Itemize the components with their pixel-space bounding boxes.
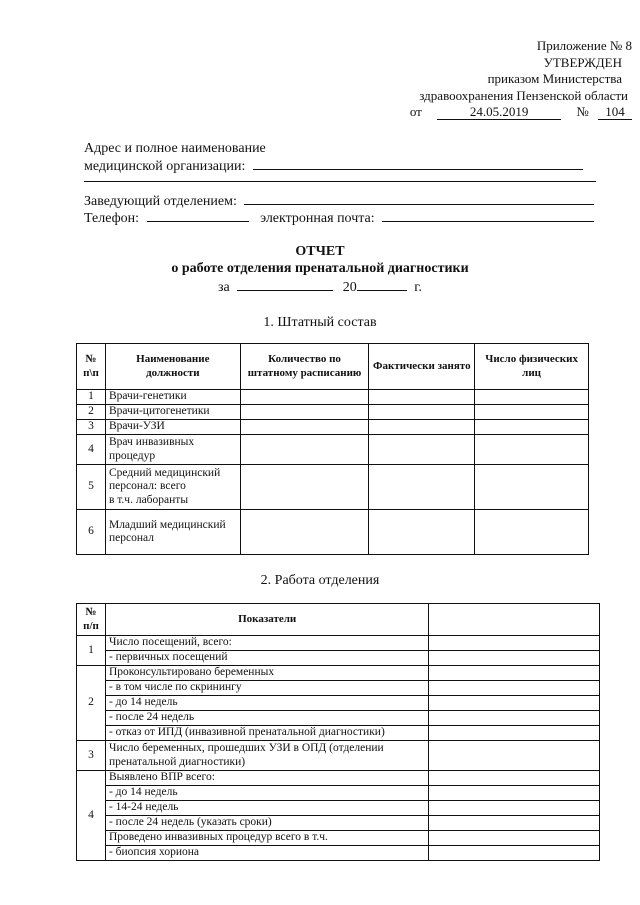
section1-heading: 1. Штатный состав (263, 315, 377, 330)
address-input-line[interactable] (253, 157, 583, 170)
indicator-value-cell[interactable] (429, 741, 600, 771)
persons-cell[interactable] (475, 510, 589, 555)
address-field-row (84, 157, 583, 175)
indicator-label: - 14-24 недель (105, 801, 428, 816)
period-input-line[interactable] (237, 278, 333, 291)
staff-row (77, 405, 589, 420)
position-name: Врач инвазивных процедур (105, 435, 240, 465)
col-number: № п\п (77, 344, 106, 390)
indicator-value-cell[interactable] (429, 846, 600, 861)
actual-cell[interactable] (369, 465, 475, 510)
indicator-label: Проведено инвазивных процедур всего в т.ч. (105, 831, 428, 846)
appendix-number: Приложение № 8 (536, 38, 632, 53)
head-field-row (84, 192, 594, 210)
col-position: Наименование должности (105, 344, 240, 390)
group-number: 2 (77, 666, 106, 741)
head-input-line[interactable] (244, 192, 594, 205)
staff-count-cell[interactable] (240, 405, 369, 420)
indicator-label: - после 24 недель (указать сроки) (105, 816, 428, 831)
staff-count-cell[interactable] (240, 435, 369, 465)
indicator-label: - биопсия хориона (105, 846, 428, 861)
staff-row (77, 435, 589, 465)
staff-row (77, 420, 589, 435)
col-value (429, 604, 600, 636)
indicator-row (77, 651, 600, 666)
report-title: ОТЧЕТ (295, 244, 345, 259)
indicator-value-cell[interactable] (429, 801, 600, 816)
position-name: Врачи-генетики (105, 390, 240, 405)
indicator-value-cell[interactable] (429, 816, 600, 831)
col-persons: Число физических лиц (475, 344, 589, 390)
indicator-label: Число посещений, всего: (105, 636, 428, 651)
indicator-row (77, 741, 600, 771)
indicator-row (77, 831, 600, 846)
group-number: 1 (77, 636, 106, 666)
position-name: Врачи-УЗИ (105, 420, 240, 435)
staff-row (77, 510, 589, 555)
approval-date-line (372, 104, 632, 121)
period-for-label: за (218, 280, 230, 295)
row-number: 3 (77, 420, 106, 435)
staff-table (76, 343, 589, 555)
indicator-value-cell[interactable] (429, 636, 600, 651)
staff-count-cell[interactable] (240, 510, 369, 555)
email-label: электронная почта: (260, 211, 375, 226)
address-label-1: Адрес и полное наименование (84, 141, 266, 156)
section2-heading: 2. Работа отделения (260, 573, 380, 588)
row-number: 4 (77, 435, 106, 465)
persons-cell[interactable] (475, 420, 589, 435)
approval-number: 104 (598, 105, 632, 120)
indicator-label: - после 24 недель (105, 711, 428, 726)
phone-input-line[interactable] (147, 209, 249, 222)
actual-cell[interactable] (369, 510, 475, 555)
persons-cell[interactable] (475, 465, 589, 510)
indicator-value-cell[interactable] (429, 681, 600, 696)
actual-cell[interactable] (369, 435, 475, 465)
indicator-row (77, 726, 600, 741)
period-year: 20 (342, 280, 357, 295)
approval-block (372, 38, 632, 121)
actual-cell[interactable] (369, 405, 475, 420)
from-label: от (409, 104, 422, 119)
persons-cell[interactable] (475, 405, 589, 420)
indicator-row (77, 846, 600, 861)
phone-label: Телефон: (84, 211, 140, 226)
order-of-ministry: приказом Министерства (487, 71, 622, 86)
staff-count-cell[interactable] (240, 420, 369, 435)
period-suffix: г. (414, 280, 422, 295)
group-number: 3 (77, 741, 106, 771)
actual-cell[interactable] (369, 390, 475, 405)
indicator-value-cell[interactable] (429, 726, 600, 741)
col-staff-count: Количество по штатному расписанию (240, 344, 369, 390)
group-number: 4 (77, 771, 106, 861)
position-name: Младший медицинский персонал (105, 510, 240, 555)
indicator-row (77, 696, 600, 711)
indicator-label: - до 14 недель (105, 786, 428, 801)
report-subtitle: о работе отделения пренатальной диагностики (171, 261, 469, 276)
ministry-name: здравоохранения Пензенской области (419, 87, 628, 103)
col-actual: Фактически занято (369, 344, 475, 390)
approved-label: УТВЕРЖДЕН (543, 54, 622, 70)
position-name: Средний медицинский персонал: всего в т.ч. лаборанты (105, 465, 240, 510)
position-name: Врачи-цитогенетики (105, 405, 240, 420)
indicator-value-cell[interactable] (429, 666, 600, 681)
col-indicators: Показатели (105, 604, 428, 636)
indicator-value-cell[interactable] (429, 711, 600, 726)
email-input-line[interactable] (382, 209, 594, 222)
persons-cell[interactable] (475, 435, 589, 465)
number-label: № (576, 104, 589, 119)
address-label-2: медицинской организации: (84, 159, 246, 174)
indicator-label: - до 14 недель (105, 696, 428, 711)
persons-cell[interactable] (475, 390, 589, 405)
indicator-label: Проконсультировано беременных (105, 666, 428, 681)
col-number: № п/п (77, 604, 106, 636)
address-continuation-line[interactable] (84, 181, 596, 182)
indicator-value-cell[interactable] (429, 831, 600, 846)
indicator-value-cell[interactable] (429, 651, 600, 666)
staff-count-cell[interactable] (240, 465, 369, 510)
indicator-value-cell[interactable] (429, 696, 600, 711)
indicator-row (77, 816, 600, 831)
contacts-field-row (84, 209, 594, 227)
indicator-label: - отказ от ИПД (инвазивной пренатальной диагностики) (105, 726, 428, 741)
approval-date: 24.05.2019 (437, 105, 561, 120)
year-input-line[interactable] (357, 278, 407, 291)
actual-cell[interactable] (369, 420, 475, 435)
staff-count-cell[interactable] (240, 390, 369, 405)
staff-row (77, 465, 589, 510)
indicator-label: - первичных посещений (105, 651, 428, 666)
staff-table-header (77, 344, 589, 390)
indicator-row (77, 666, 600, 681)
indicator-row (77, 786, 600, 801)
indicator-row (77, 771, 600, 786)
head-label: Заведующий отделением: (84, 194, 237, 209)
indicator-value-cell[interactable] (429, 786, 600, 801)
indicator-row (77, 681, 600, 696)
row-number: 5 (77, 465, 106, 510)
work-table (76, 603, 600, 861)
indicator-label: Число беременных, прошедших УЗИ в ОПД (отделении пренатальной диагностики) (105, 741, 428, 771)
indicator-label: Выявлено ВПР всего: (105, 771, 428, 786)
indicator-value-cell[interactable] (429, 771, 600, 786)
report-period (0, 278, 640, 296)
work-table-header (77, 604, 600, 636)
staff-row (77, 390, 589, 405)
indicator-row (77, 711, 600, 726)
indicator-row (77, 636, 600, 651)
indicator-row (77, 801, 600, 816)
row-number: 2 (77, 405, 106, 420)
row-number: 6 (77, 510, 106, 555)
indicator-label: - в том числе по скринингу (105, 681, 428, 696)
row-number: 1 (77, 390, 106, 405)
